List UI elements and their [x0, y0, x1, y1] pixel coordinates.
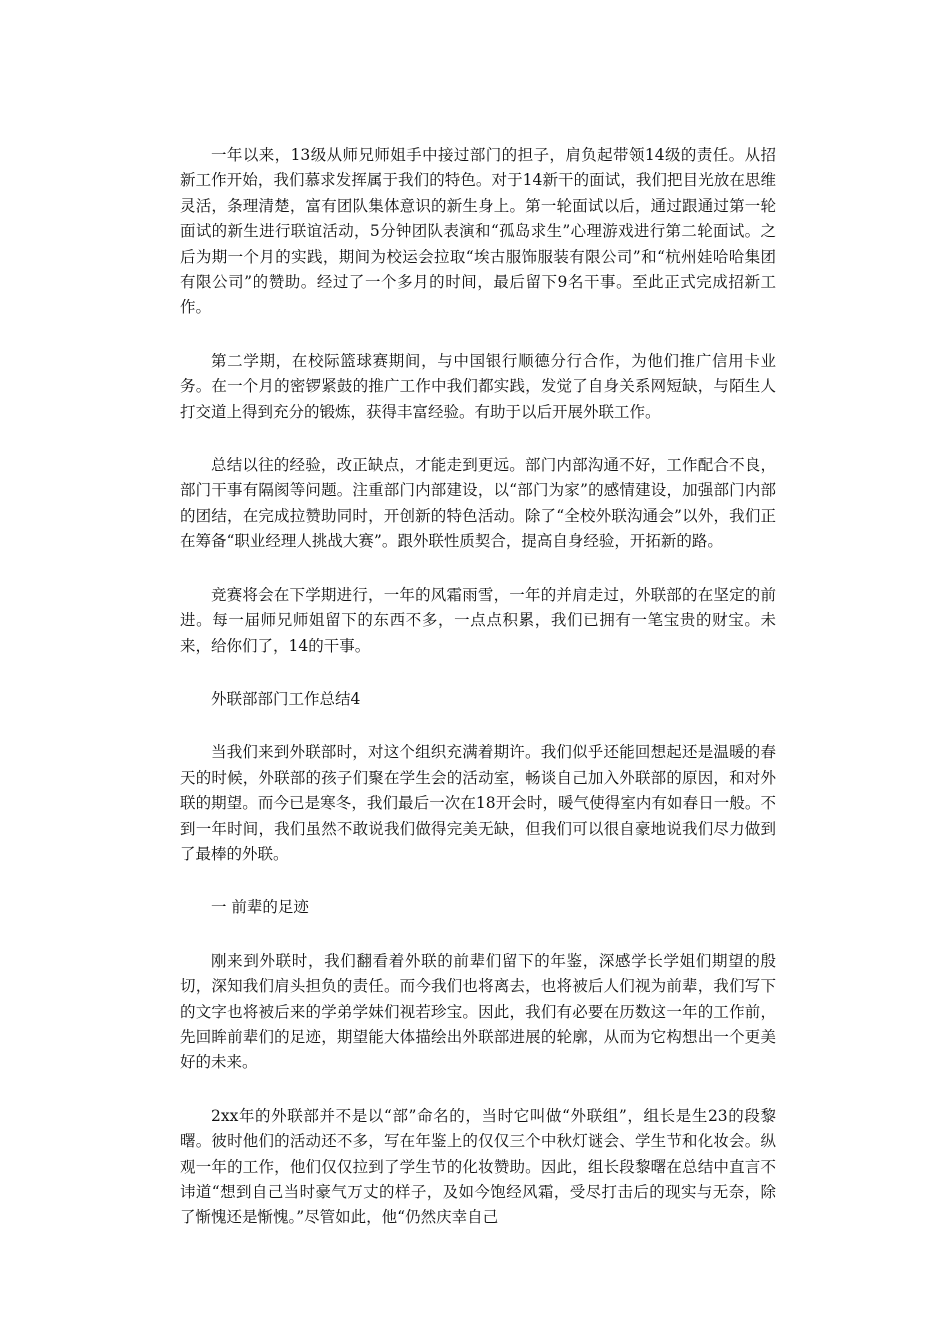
- section-title: 外联部部门工作总结4: [211, 689, 361, 708]
- paragraph: 刚来到外联时，我们翻看着外联的前辈们留下的年鉴，深感学长学姐们期望的殷切，深知我们肩头担负的责任。而今我们也将离去，也将被后人们视为前辈，我们写下的文字也将被后来的学弟学妹们视若珍宝。因此，我们有必要在历数这一年的工作前，先回眸前辈们的足迹，期望能大体描绘出外联部进展的轮廓，从而为它构想出一个更美好的未来。: [180, 951, 776, 1072]
- paragraph: 当我们来到外联部时，对这个组织充满着期许。我们似乎还能回想起还是温暖的春天的时候，外联部的孩子们聚在学生会的活动室，畅谈自己加入外联部的原因，和对外联的期望。而今已是寒冬，我们最后一次在18开会时，暖气使得室内有如春日一般。不到一年时间，我们虽然不敢说我们做得完美无缺，但我们可以很自豪地说我们尽力做到了最棒的外联。: [180, 743, 776, 863]
- paragraph: 总结以往的经验，改正缺点，才能走到更远。部门内部沟通不好，工作配合不良，部门干事有隔阂等问题。注重部门内部建设，以“部门为家”的感情建设，加强部门内部的团结，在完成拉赞助同时，开创新的特色活动。除了“全校外联沟通会”以外，我们正在筹备“职业经理人挑战大赛”。跟外联性质契合，提高自身经验，开拓新的路。: [180, 456, 776, 551]
- document-body: [180, 143, 776, 1259]
- paragraph: 2xx年的外联部并不是以“部”命名的，当时它叫做“外联组”，组长是生23的段黎曙。彼时他们的活动还不多，写在年鉴上的仅仅三个中秋灯谜会、学生节和化妆会。纵观一年的工作，他们仅仅拉到了学生节的化妆赞助。因此，组长段黎曙在总结中直言不讳道“想到自己当时豪气万丈的样子，及如今饱经风霜，受尽打击后的现实与无奈，除了惭愧还是惭愧。”尽管如此，他“仍然庆幸自己: [180, 1106, 776, 1227]
- paragraph: 第二学期，在校际篮球赛期间，与中国银行顺德分行合作，为他们推广信用卡业务。在一个月的密锣紧鼓的推广工作中我们都实践，发觉了自身关系网短缺，与陌生人打交道上得到充分的锻炼，获得丰富经验。有助于以后开展外联工作。: [180, 351, 776, 421]
- paragraph: 一年以来，13级从师兄师姐手中接过部门的担子，肩负起带领14级的责任。从招新工作开始，我们慕求发挥属于我们的特色。对于14新干的面试，我们把目光放在思维灵活，条理清楚，富有团队集体意识的新生身上。第一轮面试以后，通过跟通过第一轮面试的新生进行联谊活动，5分钟团队表演和“孤岛求生”心理游戏进行第二轮面试。之后为期一个月的实践，期间为校运会拉取“埃古服饰服装有限公司”和“杭州娃哈哈集团有限公司”的赞助。经过了一个多月的时间，最后留下9名干事。至此正式完成招新工作。: [180, 146, 776, 317]
- section-heading: 一 前辈的足迹: [211, 898, 309, 917]
- paragraph: 竞赛将会在下学期进行，一年的风霜雨雪，一年的并肩走过，外联部的在坚定的前进。每一届师兄师姐留下的东西不多，一点点积累，我们已拥有一笔宝贵的财宝。未来，给你们了，14的干事。: [180, 585, 776, 655]
